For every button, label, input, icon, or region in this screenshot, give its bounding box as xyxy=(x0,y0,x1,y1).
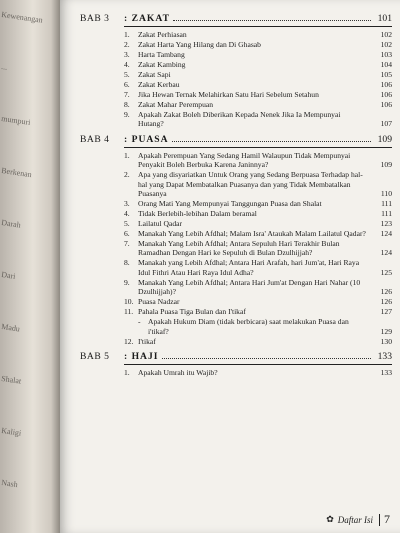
toc-entry[interactable] xyxy=(80,219,392,228)
chapter-heading[interactable] xyxy=(80,12,392,24)
entry-number: 5. xyxy=(124,70,130,79)
entry-title: Manakah Yang Lebih Afdhal; Antara Hari Jum'at Dengan Hari Nahar (10 Dzulhijjah)? xyxy=(138,277,361,297)
entry-number: 9. xyxy=(124,277,130,287)
entry-number: 7. xyxy=(124,239,130,249)
toc-entry[interactable] xyxy=(80,170,392,198)
entry-number: 2. xyxy=(124,170,130,180)
entry-number: 11. xyxy=(124,307,134,317)
entry-title: Manakah Yang Lebih Afdhal; Malam Isra' Ataukah Malam Lailatul Qadar? xyxy=(138,229,366,239)
toc-entry[interactable] xyxy=(80,80,392,89)
spine-text-fragment: Darah xyxy=(0,218,22,230)
toc-entry[interactable] xyxy=(80,239,392,258)
entry-title: Harta Tambang xyxy=(138,50,185,59)
chapter-title: : PUASA xyxy=(124,133,169,145)
entry-number: 8. xyxy=(124,100,130,109)
chapter-page: 133 xyxy=(377,351,392,363)
dot-leader xyxy=(172,133,371,142)
entry-title: Apakah Perempuan Yang Sedang Hamil Walaupun Tidak Mempunyai Penyakit Boleh Berbuka Karena Janinnya? xyxy=(138,150,351,170)
entry-page: 129 xyxy=(380,326,392,336)
page-number: 7 xyxy=(384,512,390,526)
toc-entry[interactable] xyxy=(80,90,392,99)
entry-number: 1. xyxy=(124,150,130,160)
toc-entry[interactable] xyxy=(80,70,392,79)
chapter-heading[interactable] xyxy=(80,350,392,362)
entry-number: 6. xyxy=(124,229,130,239)
spine-text-fragment: Kewenangan xyxy=(0,10,44,25)
entry-number: 2. xyxy=(124,40,130,49)
entry-number: 3. xyxy=(124,199,130,209)
toc-entry[interactable] xyxy=(80,209,392,218)
spine-text-fragment: Madu xyxy=(0,322,21,334)
entry-number: 8. xyxy=(124,258,130,268)
entry-page: 133 xyxy=(380,368,392,378)
entry-title: Zakat Mahar Perempuan xyxy=(138,100,214,109)
entry-title: Manakah yang Lebih Afdhal; Antara Hari Arafah, hari Jum'at, Hari Raya Idul Fithri Atau Hari Raya Idul Adha? xyxy=(138,258,360,277)
toc-entry[interactable] xyxy=(80,199,392,208)
chapter-title: : ZAKAT xyxy=(124,13,170,24)
entry-number: 1. xyxy=(124,30,130,39)
entry-number: 4. xyxy=(124,60,130,69)
entry-page: 125 xyxy=(380,267,392,277)
chapter-number: BAB 4 xyxy=(80,133,110,145)
toc-entry[interactable] xyxy=(80,40,392,49)
entry-page: 130 xyxy=(380,336,392,346)
dot-leader xyxy=(173,12,371,21)
entry-title: Zakat Kerbau xyxy=(138,80,180,89)
entry-page: 102 xyxy=(380,30,392,39)
toc-entry[interactable] xyxy=(80,50,392,59)
toc-entry[interactable] xyxy=(80,317,392,336)
spine-text-fragment: Nash xyxy=(0,478,19,490)
entry-title: I'tikaf xyxy=(138,336,156,346)
spine-text-fragment: mumpuri xyxy=(0,114,32,127)
entry-page: 127 xyxy=(380,307,392,317)
entry-title: Tidak Berlebih-lebihan Dalam beramal xyxy=(138,209,257,219)
chapter-page: 109 xyxy=(377,133,392,145)
footer-label: Daftar Isi xyxy=(337,514,373,525)
entry-page: 126 xyxy=(380,297,392,307)
entry-number: 6. xyxy=(124,80,130,89)
adjacent-page-spine xyxy=(0,0,60,533)
entry-title: Zakat Perhiasan xyxy=(138,30,187,39)
toc-entry[interactable] xyxy=(80,229,392,238)
toc-entry[interactable] xyxy=(80,30,392,39)
entry-page: 123 xyxy=(380,219,392,229)
entry-page: 105 xyxy=(380,70,392,79)
entry-title: Manakah Yang Lebih Afdhal; Antara Sepuluh Hari Terakhir Bulan Ramadhan Dengan Hari ke Sepuluh di Bulan Dzulhijjah? xyxy=(138,239,340,258)
chapter-title: : HAJI xyxy=(124,351,159,363)
entry-title: Orang Mati Yang Mempunyai Tanggungan Puasa dan Shalat xyxy=(138,199,322,209)
toc-entry[interactable] xyxy=(80,60,392,69)
book-page xyxy=(60,0,400,533)
entry-page: 111 xyxy=(381,209,392,219)
entry-page: 106 xyxy=(380,90,392,99)
page-footer xyxy=(326,512,390,527)
toc-entry[interactable] xyxy=(80,151,392,170)
entry-title: Apakah Hukum Diam (tidak berbicara) saat melakukan Puasa dan i'tikaf? xyxy=(148,317,349,336)
entry-page: 107 xyxy=(380,119,392,129)
toc-entry[interactable] xyxy=(80,337,392,346)
entry-title: Apakah Zakat Boleh Diberikan Kepada Nenek Jika Ia Mempunyai Hutang? xyxy=(138,110,341,129)
toc-entry[interactable] xyxy=(80,110,392,129)
toc-entry[interactable] xyxy=(80,258,392,277)
entry-title: Lailatul Qadar xyxy=(138,219,183,229)
toc-entry[interactable] xyxy=(80,278,392,297)
entry-page: 124 xyxy=(380,229,392,239)
toc-entry[interactable] xyxy=(80,100,392,109)
chapter-number: BAB 5 xyxy=(80,351,110,363)
entry-page: 102 xyxy=(380,40,392,49)
chapter-heading[interactable] xyxy=(80,133,392,145)
spine-text-fragment: Dari xyxy=(0,270,17,281)
entry-number: 9. xyxy=(124,110,130,119)
spine-text-fragment: Kaligi xyxy=(0,426,22,438)
entry-number: 1. xyxy=(124,368,130,378)
entry-title: Apakah Umrah itu Wajib? xyxy=(138,368,218,378)
entry-page: 111 xyxy=(381,199,392,209)
footer-divider xyxy=(379,514,380,526)
toc-entry[interactable] xyxy=(80,297,392,306)
chapter-page: 101 xyxy=(377,13,392,24)
entry-page: 103 xyxy=(380,50,392,59)
chapter-rule xyxy=(124,364,392,365)
entry-title: Puasa Nadzar xyxy=(138,297,180,307)
table-of-contents xyxy=(80,8,392,378)
entry-page: 106 xyxy=(380,100,392,109)
entry-page: 104 xyxy=(380,60,392,69)
entry-number: 5. xyxy=(124,219,130,229)
chapter-number: BAB 3 xyxy=(80,13,110,24)
spine-text-fragment: Berkenan xyxy=(0,166,33,180)
entry-number: 4. xyxy=(124,209,130,219)
spine-text-fragment: Shalat xyxy=(0,374,22,386)
entry-number: 7. xyxy=(124,90,130,99)
toc-entry[interactable] xyxy=(80,307,392,316)
entry-title: Apa yang disyariatkan Untuk Orang yang Sedang Berpuasa Terhadap hal-hal yang Dapat Membatalkan Puasanya dan yang Tidak Membatalkan Puasanya xyxy=(138,170,363,199)
spine-text-fragment: ... xyxy=(0,62,8,72)
entry-number: 3. xyxy=(124,50,130,59)
entry-title: Zakat Kambing xyxy=(138,60,186,69)
entry-page: 126 xyxy=(380,287,392,297)
entry-page: 124 xyxy=(380,248,392,258)
entry-title: Zakat Sapi xyxy=(138,70,171,79)
entry-page: 109 xyxy=(380,160,392,170)
entry-number: - xyxy=(138,317,141,327)
entry-title: Pahala Puasa Tiga Bulan dan I'tikaf xyxy=(138,307,246,317)
entry-title: Zakat Harta Yang Hilang dan Di Ghasab xyxy=(138,40,261,49)
entry-page: 106 xyxy=(380,80,392,89)
toc-entry[interactable] xyxy=(80,368,392,377)
dot-leader xyxy=(162,350,371,359)
entry-title: Jika Hewan Ternak Melahirkan Satu Hari Sebelum Setahun xyxy=(138,90,319,99)
entry-page: 110 xyxy=(380,189,392,199)
flower-ornament-icon: ✿ xyxy=(326,514,334,524)
chapter-rule xyxy=(124,147,392,148)
entry-number: 10. xyxy=(124,297,134,307)
chapter-rule xyxy=(124,26,392,27)
entry-number: 12. xyxy=(124,336,134,346)
